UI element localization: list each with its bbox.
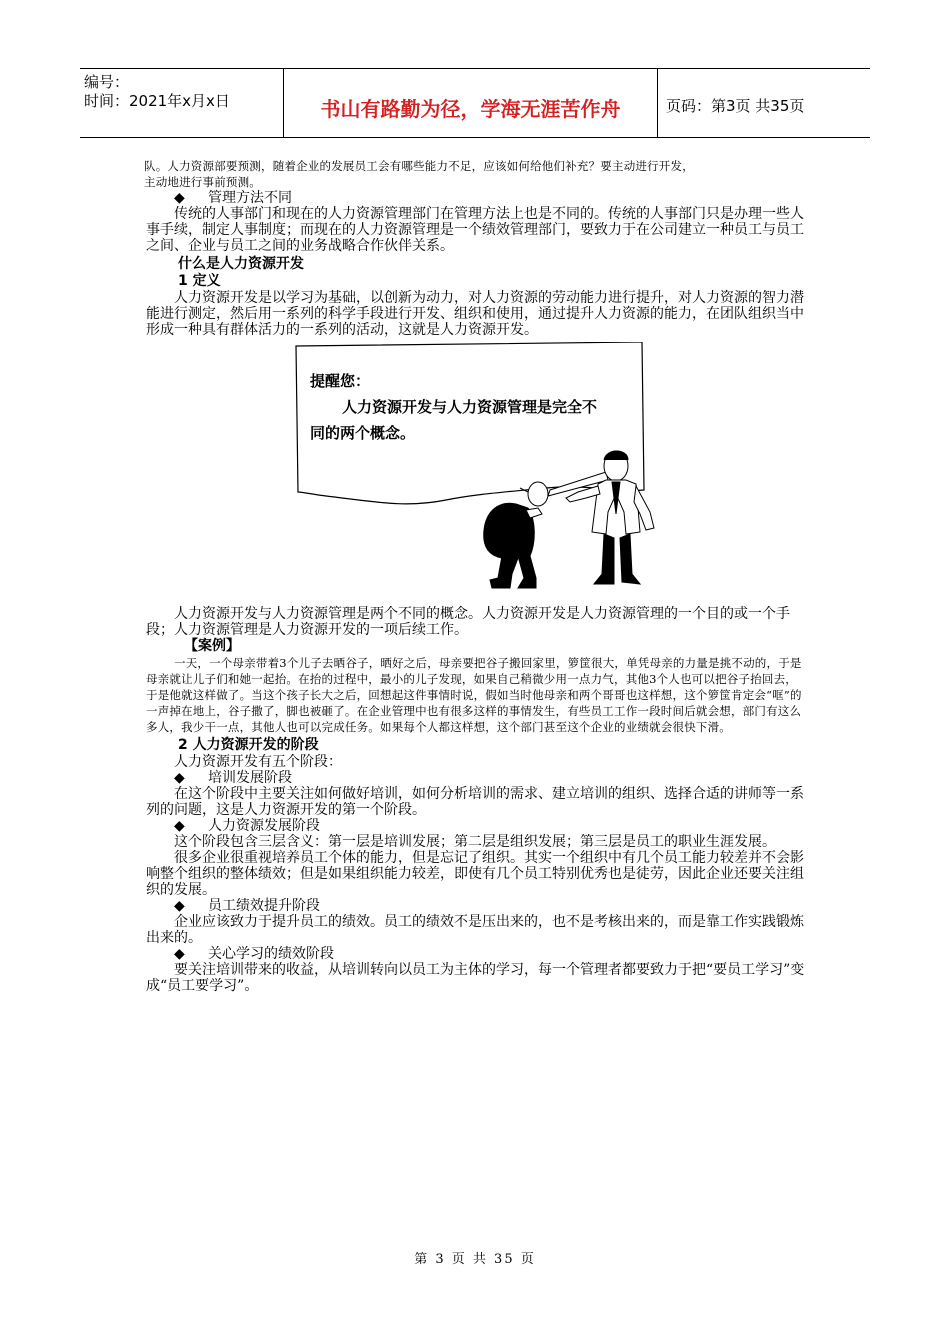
- bullet-learning: ◆ 关心学习的绩效阶段: [174, 946, 334, 962]
- para-intro-2: 主动地进行事前预测。: [144, 175, 261, 189]
- heading-def: 1 定义: [178, 273, 221, 289]
- para-def: 人力资源开发是以学习为基础，以创新为动力，对人力资源的劳动能力进行提升，对人力资源的智力潜能进行测定，然后用一系列的科学手段进行开发、组织和使用，通过提升人力资源的能力，在团队组织当中形成一种具有群体活力的一系列的活动，这就是人力资源开发。: [146, 290, 804, 338]
- page-header: [80, 68, 870, 138]
- number-label: 编号：: [84, 73, 130, 91]
- para-case: 一天，一个母亲带着3个儿子去晒谷子，晒好之后，母亲要把谷子搬回家里，箩筐很大，单凭母亲的力量是挑不动的，于是母亲就让儿子们和她一起抬。在抬的过程中，最小的儿子发现，如果自己稍微少用一点力气，其他3个人也可以把谷子抬回去，于是他就这样做了。当这个孩子长大之后，回想起这件事情时说，假如当时他母亲和两个哥哥也这样想，这个箩筐肯定会“哐”的一声掉在地上，谷子撒了，脚也被砸了。在企业管理中也有很多这样的事情发生，有些员工工作一段时间后就会想，部门有这么多人，我少干一点，其他人也可以完成任务。如果每个人都这样想，这个部门甚至这个企业的业绩就会很快下滑。: [146, 656, 802, 734]
- bald-man-figure: [484, 482, 548, 588]
- date-label: 时间：2021年x月x日: [84, 92, 230, 110]
- para-mgmt: 传统的人事部门和现在的人力资源管理部门在管理方法上也是不同的。传统的人事部门只是办理一些人事手续，制定人事制度；而现在的人力资源管理是一个绩效管理部门，要致力于在公司建立一种员工与员工之间、企业与员工之间的业务战略合作伙伴关系。: [146, 206, 804, 254]
- bullet-hrd: ◆ 人力资源发展阶段: [174, 818, 320, 834]
- bullet-diamond-icon: ◆: [174, 818, 185, 834]
- case-label: 【案例】: [184, 638, 240, 654]
- bullet-diamond-icon: ◆: [174, 898, 185, 914]
- bullet-diamond-icon: ◆: [174, 946, 185, 962]
- para-concept: 人力资源开发与人力资源管理是两个不同的概念。人力资源开发是人力资源管理的一个目的或一个手段；人力资源管理是人力资源开发的一项后续工作。: [146, 606, 790, 638]
- page-footer: 第 3 页 共 35 页: [414, 1252, 536, 1267]
- document-body: [146, 158, 806, 994]
- bullet-mgmt: ◆ 管理方法不同: [174, 190, 292, 206]
- para-intro-1: 队。人力资源部要预测，随着企业的发展员工会有哪些能力不足，应该如何给他们补充？要主动进行开发，: [144, 159, 694, 173]
- bullet-training: ◆ 培训发展阶段: [174, 770, 292, 786]
- reminder-line2: 同的两个概念。: [310, 424, 416, 442]
- reminder-illustration: [146, 342, 806, 600]
- header-page-info: 页码：第3页 共35页: [666, 96, 805, 115]
- para-hrd-2: 很多企业很重视培养员工个体的能力，但是忘记了组织。其实一个组织中有几个员工能力较差并不会影响整个组织的整体绩效；但是如果组织能力较差，即使有几个员工特别优秀也是徒劳，因此企业还要关注组织的发展。: [146, 850, 804, 898]
- heading-stages: 2 人力资源开发的阶段: [178, 737, 319, 753]
- bullet-diamond-icon: ◆: [174, 190, 185, 206]
- reminder-line1: 人力资源开发与人力资源管理是完全不: [342, 398, 598, 416]
- header-motto: 书山有路勤为径，学海无涯苦作舟: [284, 69, 658, 137]
- para-stages: 人力资源开发有五个阶段：: [174, 754, 342, 770]
- bullet-perf: ◆ 员工绩效提升阶段: [174, 898, 320, 914]
- para-hrd-1: 这个阶段包含三层含义：第一层是培训发展；第二层是组织发展；第三层是员工的职业生涯发展。: [174, 834, 776, 850]
- cartoon-illustration-icon: [146, 342, 806, 600]
- reminder-title: 提醒您：: [310, 372, 371, 390]
- para-training: 在这个阶段中主要关注如何做好培训，如何分析培训的需求、建立培训的组织、选择合适的讲师等一系列的问题，这是人力资源开发的第一个阶段。: [146, 786, 804, 818]
- para-perf: 企业应该致力于提升员工的绩效。员工的绩效不是压出来的，也不是考核出来的，而是靠工作实践锻炼出来的。: [146, 914, 804, 946]
- para-learning: 要关注培训带来的收益，从培训转向以员工为主体的学习，每一个管理者都要致力于把“要员工学习”变成“员工要学习”。: [146, 962, 805, 994]
- bullet-diamond-icon: ◆: [174, 770, 185, 786]
- heading-what: 什么是人力资源开发: [178, 256, 304, 272]
- header-meta: [80, 69, 284, 137]
